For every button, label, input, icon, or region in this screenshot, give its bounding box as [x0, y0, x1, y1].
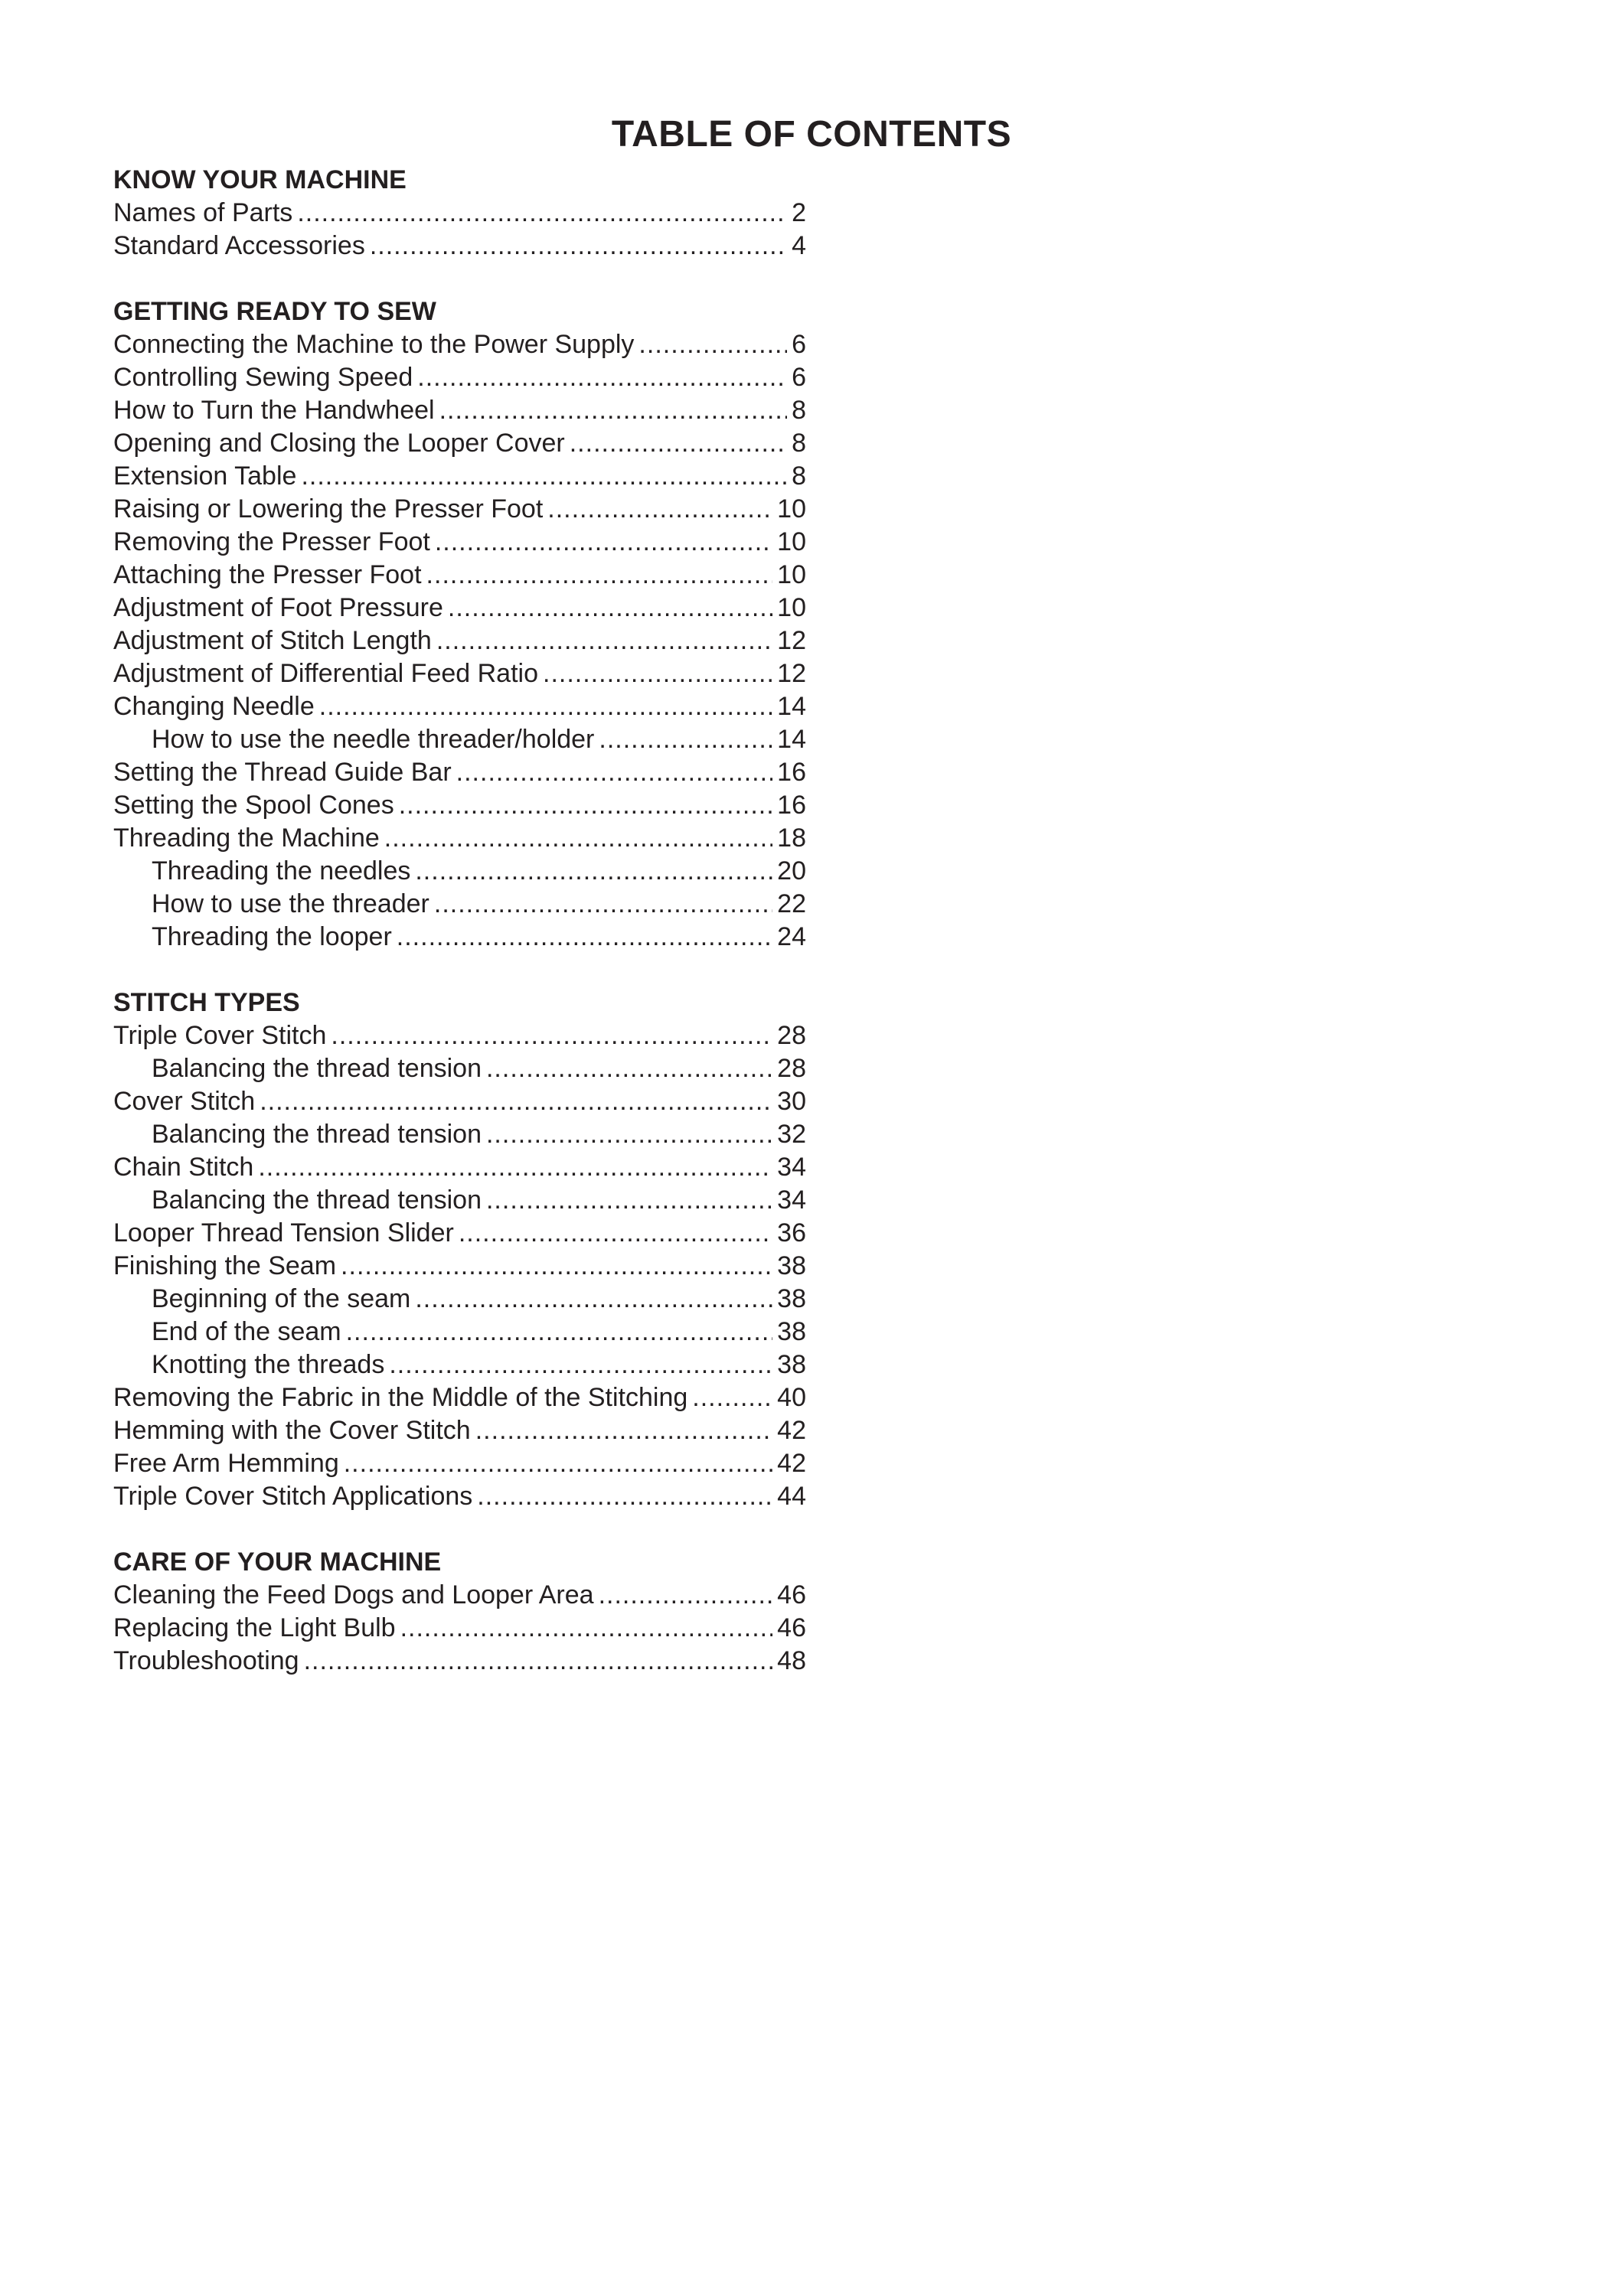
entry-label: Extension Table — [113, 461, 297, 491]
toc-entry — [113, 657, 806, 690]
entry-page-number: 48 — [777, 1646, 806, 1675]
entry-label: Connecting the Machine to the Power Supply — [113, 330, 635, 359]
toc-entry — [113, 1085, 806, 1118]
dot-leader — [417, 361, 787, 394]
dot-leader — [384, 822, 772, 855]
entry-label: Removing the Fabric in the Middle of the Stitching — [113, 1383, 688, 1412]
entry-page-number: 6 — [792, 363, 806, 392]
entry-page-number: 14 — [777, 725, 806, 754]
entry-label: Opening and Closing the Looper Cover — [113, 429, 565, 458]
dot-leader — [486, 1184, 772, 1217]
dot-leader — [547, 493, 772, 526]
entry-label: Knotting the threads — [152, 1350, 385, 1379]
entry-label: Raising or Lowering the Presser Foot — [113, 494, 544, 523]
dot-leader — [599, 723, 772, 756]
entry-page-number: 10 — [777, 593, 806, 622]
dot-leader — [599, 1579, 773, 1612]
dot-leader — [477, 1480, 772, 1513]
entry-page-number: 24 — [777, 922, 806, 951]
entry-page-number: 2 — [792, 198, 806, 227]
dot-leader — [692, 1381, 772, 1414]
dot-leader — [570, 427, 787, 460]
toc-entry — [113, 1645, 806, 1678]
dot-leader — [435, 526, 772, 559]
entry-page-number: 8 — [792, 396, 806, 425]
entry-label: Adjustment of Differential Feed Ratio — [113, 659, 538, 688]
entry-label: Beginning of the seam — [152, 1284, 411, 1313]
entry-label: Threading the Machine — [113, 823, 380, 853]
toc-entry — [113, 822, 806, 855]
table-of-contents — [113, 164, 806, 1711]
dot-leader — [389, 1349, 772, 1381]
entry-page-number: 10 — [777, 527, 806, 556]
toc-entry — [113, 197, 806, 230]
toc-entry — [113, 1414, 806, 1447]
toc-entry — [113, 1250, 806, 1283]
dot-leader — [301, 460, 787, 493]
toc-subentry — [113, 723, 806, 756]
toc-entry — [113, 789, 806, 822]
toc-entry — [113, 427, 806, 460]
dot-leader — [426, 559, 773, 592]
dot-leader — [260, 1085, 772, 1118]
toc-entry — [113, 1447, 806, 1480]
dot-leader — [341, 1250, 772, 1283]
entry-label: Names of Parts — [113, 198, 293, 227]
dot-leader — [304, 1645, 773, 1678]
section-heading: CARE OF YOUR MACHINE — [113, 1548, 442, 1577]
entry-page-number: 20 — [777, 856, 806, 885]
toc-entry — [113, 1019, 806, 1052]
toc-entry — [113, 1612, 806, 1645]
dot-leader — [297, 197, 787, 230]
toc-entry — [113, 690, 806, 723]
entry-page-number: 12 — [777, 659, 806, 688]
section-heading: GETTING READY TO SEW — [113, 297, 436, 326]
toc-subentry — [113, 1118, 806, 1151]
toc-subentry — [113, 855, 806, 888]
entry-page-number: 16 — [777, 758, 806, 787]
entry-label: Free Arm Hemming — [113, 1449, 339, 1478]
entry-label: Balancing the thread tension — [152, 1120, 482, 1149]
entry-page-number: 30 — [777, 1087, 806, 1116]
toc-subentry — [113, 1316, 806, 1349]
entry-page-number: 46 — [777, 1580, 806, 1609]
dot-leader — [456, 756, 773, 789]
entry-page-number: 38 — [777, 1284, 806, 1313]
toc-subentry — [113, 1052, 806, 1085]
dot-leader — [397, 921, 772, 954]
entry-label: Chain Stitch — [113, 1153, 254, 1182]
toc-entry — [113, 1151, 806, 1184]
dot-leader — [459, 1217, 772, 1250]
entry-label: Adjustment of Foot Pressure — [113, 593, 443, 622]
entry-label: Balancing the thread tension — [152, 1054, 482, 1083]
entry-label: Troubleshooting — [113, 1646, 299, 1675]
toc-entry — [113, 460, 806, 493]
dot-leader — [319, 690, 772, 723]
page-title: TABLE OF CONTENTS — [611, 114, 1012, 155]
entry-label: Finishing the Seam — [113, 1251, 337, 1280]
entry-page-number: 12 — [777, 626, 806, 655]
dot-leader — [448, 592, 772, 625]
toc-entry — [113, 1579, 806, 1612]
entry-page-number: 4 — [792, 231, 806, 260]
toc-subentry — [113, 1184, 806, 1217]
entry-page-number: 34 — [777, 1153, 806, 1182]
entry-label: Setting the Spool Cones — [113, 791, 394, 820]
dot-leader — [344, 1447, 772, 1480]
entry-page-number: 10 — [777, 494, 806, 523]
toc-subentry — [113, 1283, 806, 1316]
toc-entry — [113, 625, 806, 657]
entry-label: Adjustment of Stitch Length — [113, 626, 432, 655]
entry-label: End of the seam — [152, 1317, 341, 1346]
dot-leader — [415, 1283, 772, 1316]
toc-section — [113, 987, 806, 1513]
dot-leader — [331, 1019, 772, 1052]
entry-page-number: 28 — [777, 1021, 806, 1050]
toc-entry — [113, 592, 806, 625]
entry-page-number: 22 — [777, 889, 806, 918]
entry-page-number: 36 — [777, 1218, 806, 1247]
entry-label: Removing the Presser Foot — [113, 527, 430, 556]
entry-page-number: 14 — [777, 692, 806, 721]
toc-entry — [113, 559, 806, 592]
entry-page-number: 42 — [777, 1449, 806, 1478]
toc-entry — [113, 1381, 806, 1414]
entry-page-number: 16 — [777, 791, 806, 820]
entry-label: Attaching the Presser Foot — [113, 560, 422, 589]
toc-subentry — [113, 1349, 806, 1381]
entry-page-number: 44 — [777, 1482, 806, 1511]
entry-label: Controlling Sewing Speed — [113, 363, 413, 392]
dot-leader — [436, 625, 772, 657]
entry-page-number: 40 — [777, 1383, 806, 1412]
entry-label: Setting the Thread Guide Bar — [113, 758, 452, 787]
dot-leader — [439, 394, 788, 427]
entry-page-number: 8 — [792, 461, 806, 491]
toc-entry — [113, 328, 806, 361]
entry-label: How to use the needle threader/holder — [152, 725, 595, 754]
entry-page-number: 38 — [777, 1251, 806, 1280]
section-heading: KNOW YOUR MACHINE — [113, 165, 407, 194]
entry-label: Threading the looper — [152, 922, 392, 951]
entry-label: Triple Cover Stitch Applications — [113, 1482, 473, 1511]
entry-label: Changing Needle — [113, 692, 315, 721]
dot-leader — [434, 888, 772, 921]
entry-page-number: 6 — [792, 330, 806, 359]
dot-leader — [415, 855, 772, 888]
toc-section — [113, 295, 806, 954]
entry-page-number: 10 — [777, 560, 806, 589]
dot-leader — [486, 1052, 772, 1085]
toc-entry — [113, 361, 806, 394]
entry-label: How to use the threader — [152, 889, 429, 918]
entry-page-number: 46 — [777, 1613, 806, 1642]
toc-entry — [113, 526, 806, 559]
section-heading: STITCH TYPES — [113, 988, 300, 1017]
toc-entry — [113, 394, 806, 427]
entry-label: How to Turn the Handwheel — [113, 396, 435, 425]
toc-entry — [113, 493, 806, 526]
dot-leader — [346, 1316, 773, 1349]
toc-entry — [113, 1217, 806, 1250]
entry-page-number: 18 — [777, 823, 806, 853]
entry-page-number: 28 — [777, 1054, 806, 1083]
entry-page-number: 38 — [777, 1350, 806, 1379]
entry-page-number: 38 — [777, 1317, 806, 1346]
entry-label: Standard Accessories — [113, 231, 365, 260]
entry-page-number: 42 — [777, 1416, 806, 1445]
entry-label: Cleaning the Feed Dogs and Looper Area — [113, 1580, 594, 1609]
entry-label: Replacing the Light Bulb — [113, 1613, 396, 1642]
dot-leader — [638, 328, 787, 361]
entry-label: Looper Thread Tension Slider — [113, 1218, 454, 1247]
toc-subentry — [113, 888, 806, 921]
entry-label: Triple Cover Stitch — [113, 1021, 327, 1050]
entry-page-number: 8 — [792, 429, 806, 458]
toc-section — [113, 1546, 806, 1678]
entry-label: Threading the needles — [152, 856, 411, 885]
dot-leader — [400, 1612, 773, 1645]
dot-leader — [399, 789, 772, 822]
entry-page-number: 32 — [777, 1120, 806, 1149]
dot-leader — [370, 230, 787, 263]
dot-leader — [258, 1151, 772, 1184]
dot-leader — [475, 1414, 772, 1447]
toc-entry — [113, 230, 806, 263]
toc-section — [113, 164, 806, 263]
entry-label: Cover Stitch — [113, 1087, 256, 1116]
toc-subentry — [113, 921, 806, 954]
dot-leader — [486, 1118, 772, 1151]
toc-entry — [113, 1480, 806, 1513]
dot-leader — [543, 657, 772, 690]
toc-entry — [113, 756, 806, 789]
entry-label: Balancing the thread tension — [152, 1186, 482, 1215]
entry-label: Hemming with the Cover Stitch — [113, 1416, 471, 1445]
entry-page-number: 34 — [777, 1186, 806, 1215]
